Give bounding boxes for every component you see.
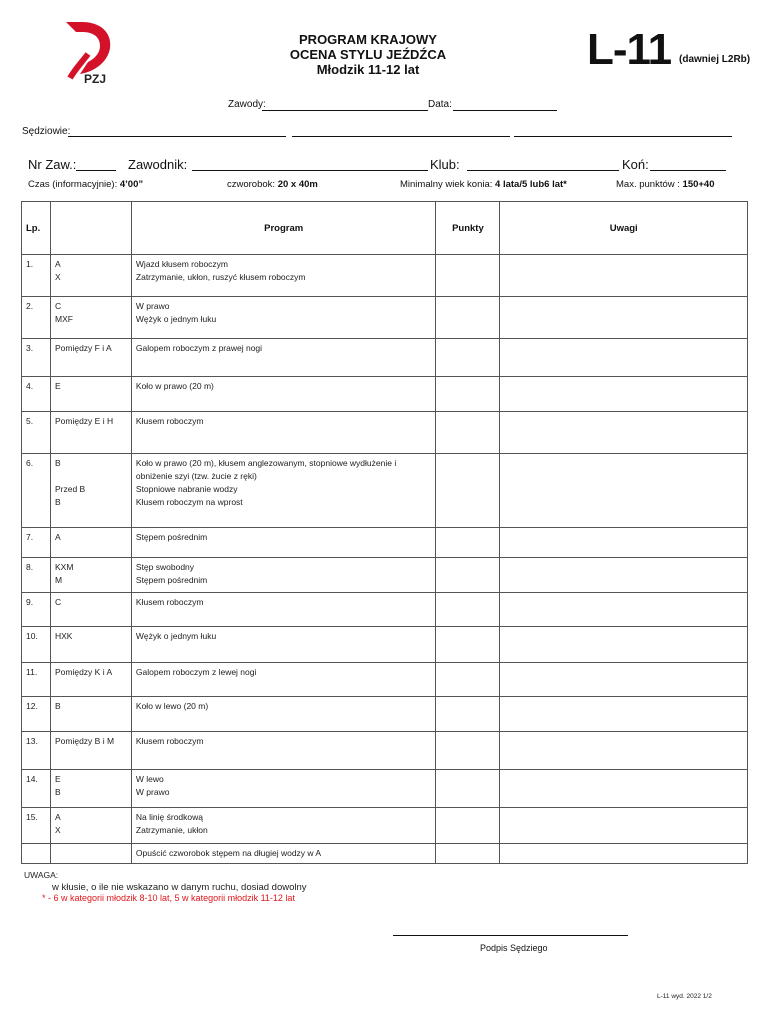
row-where (50, 593, 131, 627)
table-row (22, 697, 748, 732)
czworobok-label: czworobok: (227, 179, 276, 190)
zawody-field[interactable] (262, 110, 428, 111)
row-punkty-cell[interactable] (436, 697, 500, 732)
row-where-line: A (54, 532, 61, 542)
row-where (50, 808, 131, 844)
row-program-line: Stopniowe nabranie wodzy (135, 484, 238, 494)
czworobok-value: 20 x 40m (277, 179, 318, 190)
row-uwagi-cell[interactable] (500, 663, 748, 697)
data-label: Data: (428, 99, 452, 110)
row-uwagi-cell[interactable] (500, 377, 748, 412)
row-uwagi-cell[interactable] (500, 454, 748, 528)
row-where-line: Przed B (54, 484, 86, 494)
row-program (131, 844, 436, 864)
zawodnik-field[interactable] (192, 170, 428, 171)
row-number: 2. (22, 297, 51, 339)
col-header-uwagi: Uwagi (500, 202, 748, 255)
nr-zaw-label: Nr Zaw.: (28, 157, 77, 172)
row-number: 8. (22, 558, 51, 593)
program-table (21, 201, 748, 864)
row-where (50, 697, 131, 732)
row-where-line: KXM (54, 562, 74, 572)
row-where-line: MXF (54, 314, 73, 324)
uwaga-label: UWAGA: (24, 870, 59, 880)
row-uwagi-cell[interactable] (500, 255, 748, 297)
row-number (22, 844, 51, 864)
row-number: 5. (22, 412, 51, 454)
row-program (131, 593, 436, 627)
row-where-line: X (54, 272, 61, 282)
czas-label: Czas (informacyjnie): (28, 179, 118, 190)
row-where (50, 770, 131, 808)
row-where-line: A (54, 812, 61, 822)
table-row (22, 627, 748, 663)
row-program-line: Stępem pośrednim (135, 575, 208, 585)
col-header-punkty: Punkty (436, 202, 500, 255)
row-where-line: Pomiędzy B i M (54, 736, 115, 746)
row-program-line: Zatrzymanie, ukłon, ruszyć kłusem roboczym (135, 272, 306, 282)
row-punkty-cell[interactable] (436, 732, 500, 770)
table-row (22, 297, 748, 339)
row-punkty-cell[interactable] (436, 528, 500, 558)
row-program-line: Koło w prawo (20 m), kłusem anglezowanym, stopniowe wydłużenie i (135, 458, 397, 468)
row-program-line: W lewo (135, 774, 164, 784)
row-number: 12. (22, 697, 51, 732)
col-header-lp: Lp. (22, 202, 51, 255)
row-where (50, 255, 131, 297)
row-program (131, 770, 436, 808)
signature-label: Podpis Sędziego (480, 943, 548, 953)
row-punkty-cell[interactable] (436, 297, 500, 339)
row-uwagi-cell[interactable] (500, 770, 748, 808)
row-program (131, 297, 436, 339)
row-number: 11. (22, 663, 51, 697)
row-punkty-cell[interactable] (436, 663, 500, 697)
row-punkty-cell[interactable] (436, 377, 500, 412)
row-where (50, 732, 131, 770)
row-where (50, 627, 131, 663)
row-where-line: E (54, 381, 61, 391)
row-where-line: X (54, 825, 61, 835)
sedzia-field-1[interactable] (68, 136, 286, 137)
table-row (22, 558, 748, 593)
row-where-line: B (54, 787, 61, 797)
row-uwagi-cell[interactable] (500, 297, 748, 339)
pzj-logo (58, 18, 122, 88)
row-number: 10. (22, 627, 51, 663)
test-code-previous: (dawniej L2Rb) (679, 54, 751, 65)
row-program-line: Kłusem roboczym (135, 416, 204, 426)
row-punkty-cell[interactable] (436, 412, 500, 454)
row-punkty-cell[interactable] (436, 627, 500, 663)
table-row (22, 732, 748, 770)
row-number: 1. (22, 255, 51, 297)
title-line-3: Młodzik 11-12 lat (316, 62, 420, 77)
row-program-line: Koło w lewo (20 m) (135, 701, 209, 711)
row-where-line: E (54, 774, 61, 784)
row-where-line: B (54, 701, 61, 711)
row-program (131, 377, 436, 412)
row-program-line: Wężyk o jednym łuku (135, 314, 217, 324)
row-where (50, 663, 131, 697)
row-where-line: C (54, 301, 62, 311)
table-row (22, 593, 748, 627)
row-program-line: Koło w prawo (20 m) (135, 381, 214, 391)
row-program-line: Opuścić czworobok stępem na długiej wodzy w A (135, 848, 322, 858)
row-program-line: Zatrzymanie, ukłon (135, 825, 208, 835)
row-where-line: A (54, 259, 61, 269)
wiek-label: Minimalny wiek konia: (400, 179, 493, 190)
row-number: 7. (22, 528, 51, 558)
sedziowie-label: Sędziowie: (22, 126, 71, 137)
table-row (22, 412, 748, 454)
wiek-value: 4 lata/5 lub6 lat* (495, 179, 567, 190)
row-program (131, 528, 436, 558)
table-row (22, 663, 748, 697)
row-number: 3. (22, 339, 51, 377)
row-uwagi-cell[interactable] (500, 593, 748, 627)
row-program (131, 255, 436, 297)
row-program-line: Wężyk o jednym łuku (135, 631, 217, 641)
klub-label: Klub: (430, 157, 460, 172)
note-wiek: * - 6 w kategorii młodzik 8-10 lat, 5 w kategorii młodzik 11-12 lat (42, 893, 295, 903)
table-body (22, 255, 748, 864)
row-punkty-cell[interactable] (436, 255, 500, 297)
czas-value: 4’00” (119, 179, 144, 190)
logo-text: PZJ (84, 72, 107, 86)
max-label: Max. punktów : (616, 179, 680, 190)
test-code: L-11 (587, 25, 672, 74)
row-punkty-cell[interactable] (436, 558, 500, 593)
row-punkty-cell[interactable] (436, 454, 500, 528)
row-where (50, 339, 131, 377)
row-where (50, 454, 131, 528)
row-program-line: Galopem roboczym z lewej nogi (135, 667, 257, 677)
row-program (131, 339, 436, 377)
signature-line[interactable] (393, 935, 628, 936)
sedzia-field-3[interactable] (514, 136, 732, 137)
max-info (616, 179, 715, 190)
row-uwagi-cell[interactable] (500, 627, 748, 663)
page-footer: L-11 wyd. 2022 1/2 (657, 993, 712, 1000)
title-line-1: PROGRAM KRAJOWY (299, 32, 437, 47)
note-dosiad: w kłusie, o ile nie wskazano w danym ruchu, dosiad dowolny (52, 882, 307, 893)
zawodnik-label: Zawodnik: (128, 157, 188, 172)
row-punkty-cell[interactable] (436, 808, 500, 844)
row-punkty-cell[interactable] (436, 339, 500, 377)
czas-info (28, 179, 143, 190)
row-where-line: Pomiędzy E i H (54, 416, 114, 426)
row-where (50, 528, 131, 558)
row-uwagi-cell[interactable] (500, 558, 748, 593)
row-number: 14. (22, 770, 51, 808)
row-where-line: Pomiędzy K i A (54, 667, 113, 677)
czworobok-info (227, 179, 318, 190)
row-program-line: W prawo (135, 787, 170, 797)
row-where-line: M (54, 575, 63, 585)
row-program (131, 454, 436, 528)
row-uwagi-cell[interactable] (500, 844, 748, 864)
row-punkty-cell[interactable] (436, 844, 500, 864)
title-line-2: OCENA STYLU JEŹDŹCA (289, 47, 447, 62)
row-uwagi-cell[interactable] (500, 339, 748, 377)
row-where (50, 412, 131, 454)
row-program-line: Stęp swobodny (135, 562, 195, 572)
data-field[interactable] (453, 110, 557, 111)
row-program (131, 808, 436, 844)
nr-zaw-field[interactable] (76, 170, 116, 171)
row-program (131, 627, 436, 663)
zawody-label: Zawody: (228, 99, 266, 110)
kon-field[interactable] (650, 170, 726, 171)
table-row (22, 844, 748, 864)
row-program (131, 412, 436, 454)
row-uwagi-cell[interactable] (500, 808, 748, 844)
row-number: 4. (22, 377, 51, 412)
table-row (22, 808, 748, 844)
row-program (131, 697, 436, 732)
row-where-line: HXK (54, 631, 73, 641)
row-where (50, 377, 131, 412)
kon-label: Koń: (622, 157, 649, 172)
row-uwagi-cell[interactable] (500, 412, 748, 454)
table-row (22, 255, 748, 297)
table-row (22, 770, 748, 808)
row-program-line: Na linię środkową (135, 812, 203, 822)
row-number: 15. (22, 808, 51, 844)
col-header-where (50, 202, 131, 255)
row-program (131, 732, 436, 770)
row-where (50, 558, 131, 593)
row-where-line: Pomiędzy F i A (54, 343, 112, 353)
row-program-line: obniżenie szyi (tzw. żucie z ręki) (135, 471, 257, 481)
row-program (131, 663, 436, 697)
row-program-line: Wjazd kłusem roboczym (135, 259, 229, 269)
row-where-line: B (54, 458, 61, 468)
row-where (50, 297, 131, 339)
row-number: 13. (22, 732, 51, 770)
table-row (22, 377, 748, 412)
row-number: 6. (22, 454, 51, 528)
wiek-info (400, 179, 567, 190)
row-program-line: Kłusem roboczym (135, 736, 204, 746)
row-where (50, 844, 131, 864)
row-program (131, 558, 436, 593)
row-where-line: B (54, 497, 61, 507)
row-where-line (55, 470, 127, 483)
row-number: 9. (22, 593, 51, 627)
row-punkty-cell[interactable] (436, 770, 500, 808)
table-row (22, 528, 748, 558)
klub-field[interactable] (467, 170, 619, 171)
row-program-line: W prawo (135, 301, 170, 311)
sedzia-field-2[interactable] (292, 136, 510, 137)
table-header-row (22, 202, 748, 255)
row-punkty-cell[interactable] (436, 593, 500, 627)
row-uwagi-cell[interactable] (500, 528, 748, 558)
row-where-line: C (54, 597, 62, 607)
row-program-line: Galopem roboczym z prawej nogi (135, 343, 263, 353)
row-program-line: Kłusem roboczym na wprost (135, 497, 243, 507)
row-program-line: Kłusem roboczym (135, 597, 204, 607)
max-value: 150+40 (682, 179, 715, 190)
row-uwagi-cell[interactable] (500, 697, 748, 732)
col-header-program: Program (131, 202, 436, 255)
row-program-line: Stępem pośrednim (135, 532, 208, 542)
table-row (22, 454, 748, 528)
table-row (22, 339, 748, 377)
row-uwagi-cell[interactable] (500, 732, 748, 770)
